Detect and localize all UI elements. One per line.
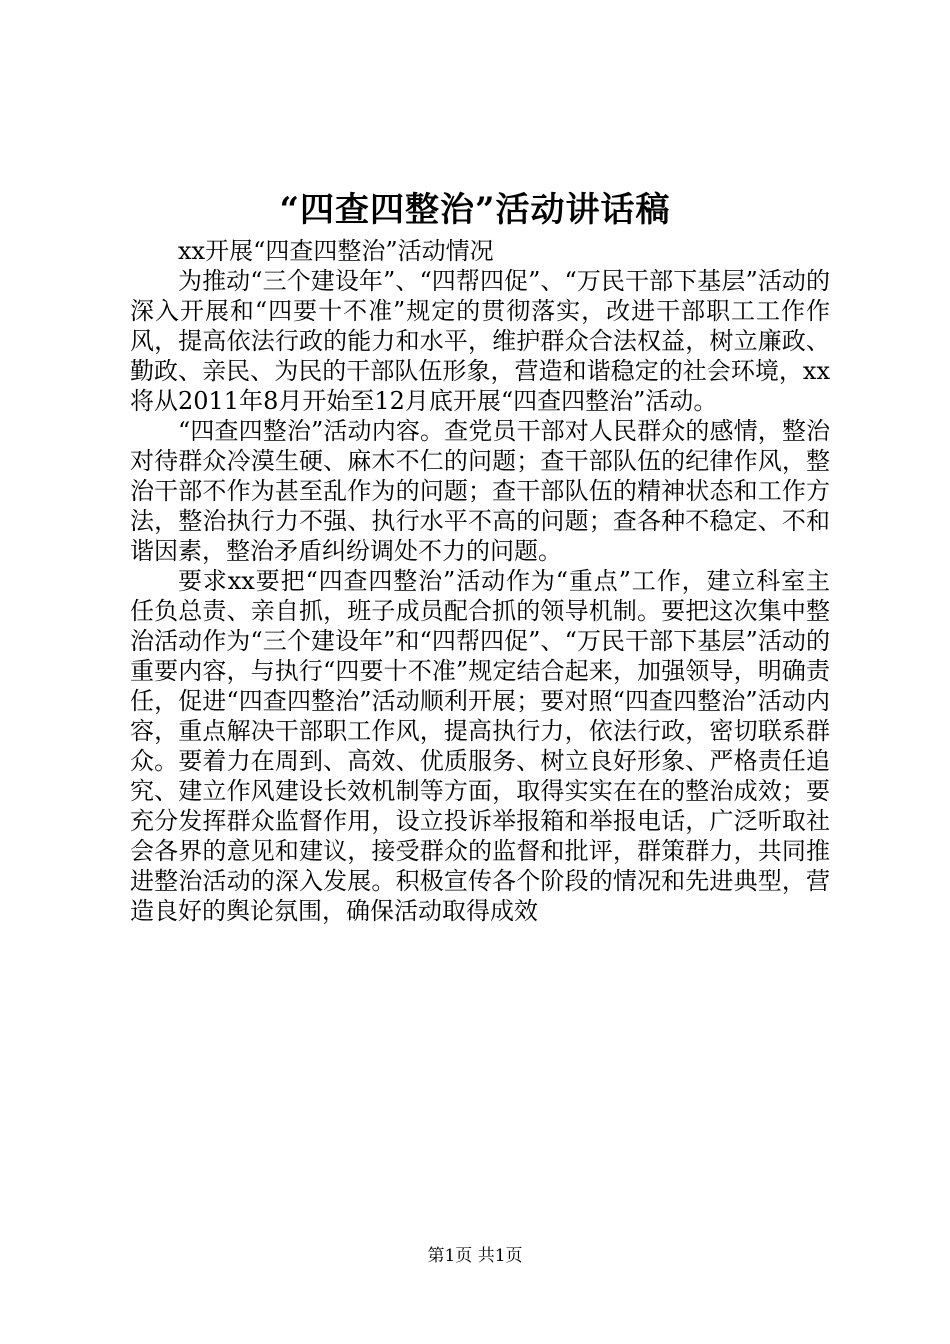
document-body [130, 236, 830, 926]
paragraph: 要求xx要把“四查四整治”活动作为“重点”工作，建立科室主任负总责、亲自抓，班子成员配合抓的领导机制。要把这次集中整治活动作为“三个建设年”和“四帮四促”、“万民干部下基层”活动的重要内容，与执行“四要十不准”规定结合起来，加强领导，明确责任，促进“四查四整治”活动顺利开展；要对照“四查四整治”活动内容，重点解决干部职工作风，提高执行力，依法行政，密切联系群众。要着力在周到、高效、优质服务、树立良好形象、严格责任追究、建立作风建设长效机制等方面，取得实实在在的整治成效；要充分发挥群众监督作用，设立投诉举报箱和举报电话，广泛听取社会各界的意见和建议，接受群众的监督和批评，群策群力，共同推进整治活动的深入发展。积极宣传各个阶段的情况和先进典型，营造良好的舆论氛围，确保活动取得成效 [130, 567, 830, 925]
paragraph: 为推动“三个建设年”、“四帮四促”、“万民干部下基层”活动的深入开展和“四要十不准”规定的贯彻落实，改进干部职工工作作风，提高依法行政的能力和水平，维护群众合法权益，树立廉政、勤政、亲民、为民的干部队伍形象，营造和谐稳定的社会环境，xx将从2011年8月开始至12月底开展“四查四整治”活动。 [130, 267, 830, 415]
page-footer: 第1页 共1页 [427, 1246, 523, 1266]
paragraph: “四查四整治”活动内容。查党员干部对人民群众的感情，整治对待群众冷漠生硬、麻木不仁的问题；查干部队伍的纪律作风，整治干部不作为甚至乱作为的问题；查干部队伍的精神状态和工作方法，整治执行力不强、执行水平不高的问题；查各种不稳定、不和谐因素，整治矛盾纠纷调处不力的问题。 [130, 417, 830, 565]
subtitle-line: xx开展“四查四整治”活动情况 [178, 237, 494, 265]
document-title: “四查四整治”活动讲话稿 [279, 190, 671, 230]
